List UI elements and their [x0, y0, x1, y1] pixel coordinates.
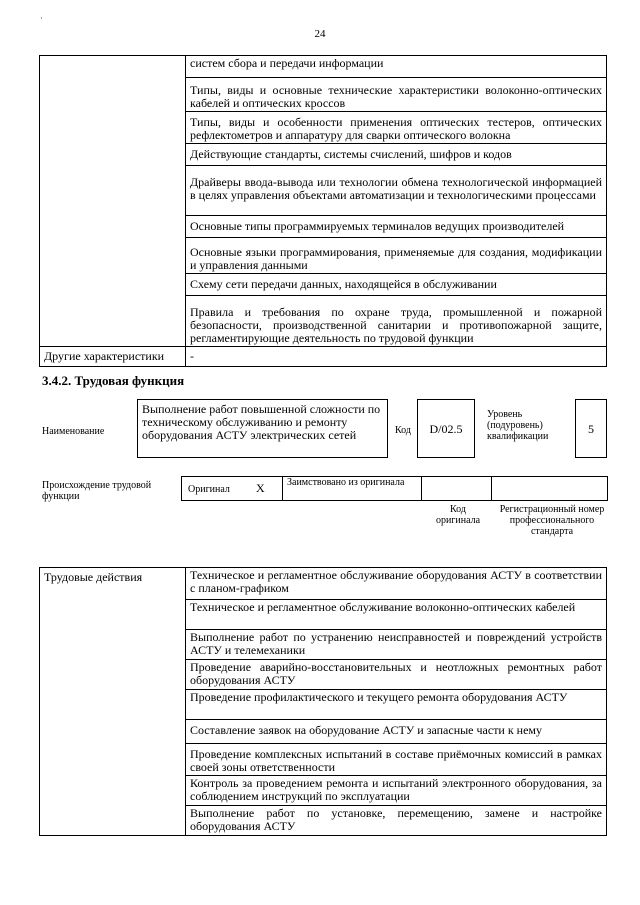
knowledge-row: Типы, виды и особенности применения оптических тестеров, оптических рефлектометров и аппаратуру для сварки оптического волокна [186, 112, 607, 144]
page-number: 24 [314, 28, 326, 40]
original-mark: X [256, 481, 265, 495]
name-label: Наименование [42, 426, 105, 437]
action-row: Техническое и регламентное обслуживание оборудования АСТУ в соответствии с планом-графиком [186, 568, 607, 600]
borrowed-label: Заимствовано из оригинала [287, 477, 405, 488]
action-row: Проведение комплексных испытаний в составе приёмочных комиссий в рамках своей зоны ответственности [186, 744, 607, 776]
other-characteristics-value: - [186, 347, 607, 367]
section-title: 3.4.2. Трудовая функция [42, 373, 185, 388]
action-row: Выполнение работ по установке, перемещению, замене и настройке оборудования АСТУ [186, 806, 607, 836]
knowledge-row: Основные языки программирования, применяемые для создания, модификации и управления данными [186, 238, 607, 274]
knowledge-table [39, 55, 607, 367]
actions-label: Трудовые действия [40, 568, 186, 836]
origin-divider [491, 476, 492, 501]
knowledge-row: систем сбора и передачи информации [186, 56, 607, 78]
origin-divider [421, 476, 422, 501]
level-value-box: 5 [575, 399, 607, 458]
code-label: Код [395, 425, 411, 436]
action-row: Выполнение работ по устранению неисправностей и повреждений устройств АСТУ и телемеханики [186, 630, 607, 660]
code-value-box: D/02.5 [417, 399, 475, 458]
actions-table [39, 567, 607, 836]
knowledge-row: Основные типы программируемых терминалов ведущих производителей [186, 216, 607, 238]
action-row: Техническое и регламентное обслуживание волоконно-оптических кабелей [186, 600, 607, 630]
knowledge-row: Действующие стандарты, системы счислений, шифров и кодов [186, 144, 607, 166]
knowledge-row: Схему сети передачи данных, находящейся в обслуживании [186, 274, 607, 296]
action-row: Проведение профилактического и текущего ремонта оборудования АСТУ [186, 690, 607, 720]
knowledge-row: Типы, виды и основные технические характеристики волоконно-оптических кабелей и оптических кроссов [186, 78, 607, 112]
origin-label: Происхождение трудовой функции [42, 480, 152, 502]
origin-divider [282, 476, 283, 501]
other-characteristics-label: Другие характеристики [40, 347, 186, 367]
action-row: Контроль за проведением ремонта и испытаний электронного оборудования, за соблюдением инструкций по эксплуатации [186, 776, 607, 806]
action-row: Составление заявок на оборудование АСТУ и запасные части к нему [186, 720, 607, 744]
code-original-label: Код оригинала [435, 504, 481, 526]
original-label: Оригинал [188, 484, 230, 495]
knowledge-row: Правила и требования по охране труда, промышленной и пожарной безопасности, производственной санитарии и противопожарной защите, регламентирующие деятельность по трудовой функции [186, 296, 607, 347]
knowledge-row: Драйверы ввода-вывода или технологии обмена технологической информацией в целях управления объектами автоматизации и технологическими процессами [186, 166, 607, 216]
knowledge-label-cell [40, 56, 186, 347]
reg-number-label: Регистрационный номер профессионального стандарта [499, 504, 605, 537]
corner-mark: · [40, 14, 43, 23]
action-row: Проведение аварийно-восстановительных и неотложных ремонтных работ оборудования АСТУ [186, 660, 607, 690]
function-name-box: Выполнение работ повышенной сложности по техническому обслуживанию и ремонту оборудования АСТУ электрических сетей [137, 399, 388, 458]
level-label: Уровень (подуровень) квалификации [487, 409, 549, 442]
